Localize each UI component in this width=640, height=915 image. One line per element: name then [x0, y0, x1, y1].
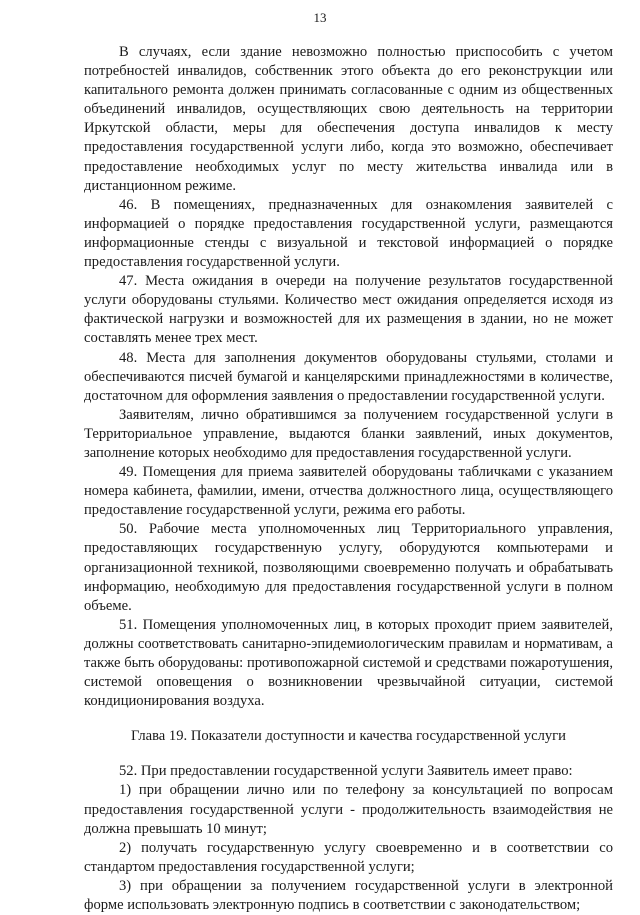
paragraph-accessibility-measures: В случаях, если здание невозможно полностью приспособить с учетом потребностей инвалидов, собственник этого объекта до его реконструкции или капитального ремонта должен принимать согласованные с одним из общественных объединений инвалидов, осуществляющих свою деятельность на территории Иркутской области, меры для обеспечения доступа инвалидов к месту предоставления государственной услуги либо, когда это возможно, обеспечивает предоставление необходимых услуг по месту жительства инвалида или в дистанционном режиме.: [84, 44, 613, 194]
paragraph-51-room-requirements: 51. Помещения уполномоченных лиц, в которых проходит прием заявителей, должны соответствовать санитарно-эпидемиологическим правилам и нормативам, а также быть оборудованы: противопожарной системой и средствами пожаротушения, системой оповещения о возникновении чрезвычайной ситуации, системой кондиционирования воздуха.: [84, 616, 613, 710]
paragraph-49-reception-rooms: 49. Помещения для приема заявителей оборудованы табличками с указанием номера кабинета, фамилии, имени, отчества должностного лица, осуществляющего предоставление государственной услуги, режима его работы.: [84, 464, 613, 519]
paragraph-46-info-stands: 46. В помещениях, предназначенных для ознакомления заявителей с информацией о порядке предоставления государственной услуги, размещаются информационные стенды с визуальной и текстовой информацией о порядке предоставления государственной услуги.: [84, 196, 613, 271]
list-item-3-electronic-signature: 3) при обращении за получением государственной услуги в электронной форме использовать электронную подпись в соответствии с законодательством;: [84, 877, 613, 914]
page-number: 13: [313, 10, 327, 25]
document-body: [84, 43, 613, 915]
list-item-1-consultation: 1) при обращении лично или по телефону за консультацией по вопросам предоставления государственной услуги - продолжительность взаимодействия не должна превышать 10 минут;: [84, 782, 613, 837]
chapter-heading: Глава 19. Показатели доступности и качества государственной услуги: [131, 728, 566, 745]
paragraph-52-applicant-rights: 52. При предоставлении государственной услуги Заявитель имеет право:: [119, 763, 573, 780]
paragraph-50-workplaces: 50. Рабочие места уполномоченных лиц Территориального управления, предоставляющих государственную услугу, оборудуются компьютерами и организационной техникой, позволяющими своевременно получать и обрабатывать информацию, необходимую для предоставления государственной услуги в полном объеме.: [84, 521, 613, 614]
paragraph-48-form-filling-area: 48. Места для заполнения документов оборудованы стульями, столами и обеспечиваются писчей бумагой и канцелярскими принадлежностями в количестве, достаточном для оформления заявления о предоставлении государственной услуги.: [84, 349, 613, 404]
list-item-2-timely-service: 2) получать государственную услугу своевременно и в соответствии со стандартом предоставления государственной услуги;: [84, 839, 613, 875]
paragraph-47-waiting-area: 47. Места ожидания в очереди на получение результатов государственной услуги оборудованы стульями. Количество мест ожидания определяется исходя из фактической нагрузки и возможностей для их размещения в здании, но не может составлять менее трех мест.: [84, 273, 613, 347]
paragraph-application-forms: Заявителям, лично обратившимся за получением государственной услуги в Территориальное управление, выдаются бланки заявлений, иных документов, заполнение которых необходимо для предоставления государственной услуги.: [84, 406, 613, 461]
